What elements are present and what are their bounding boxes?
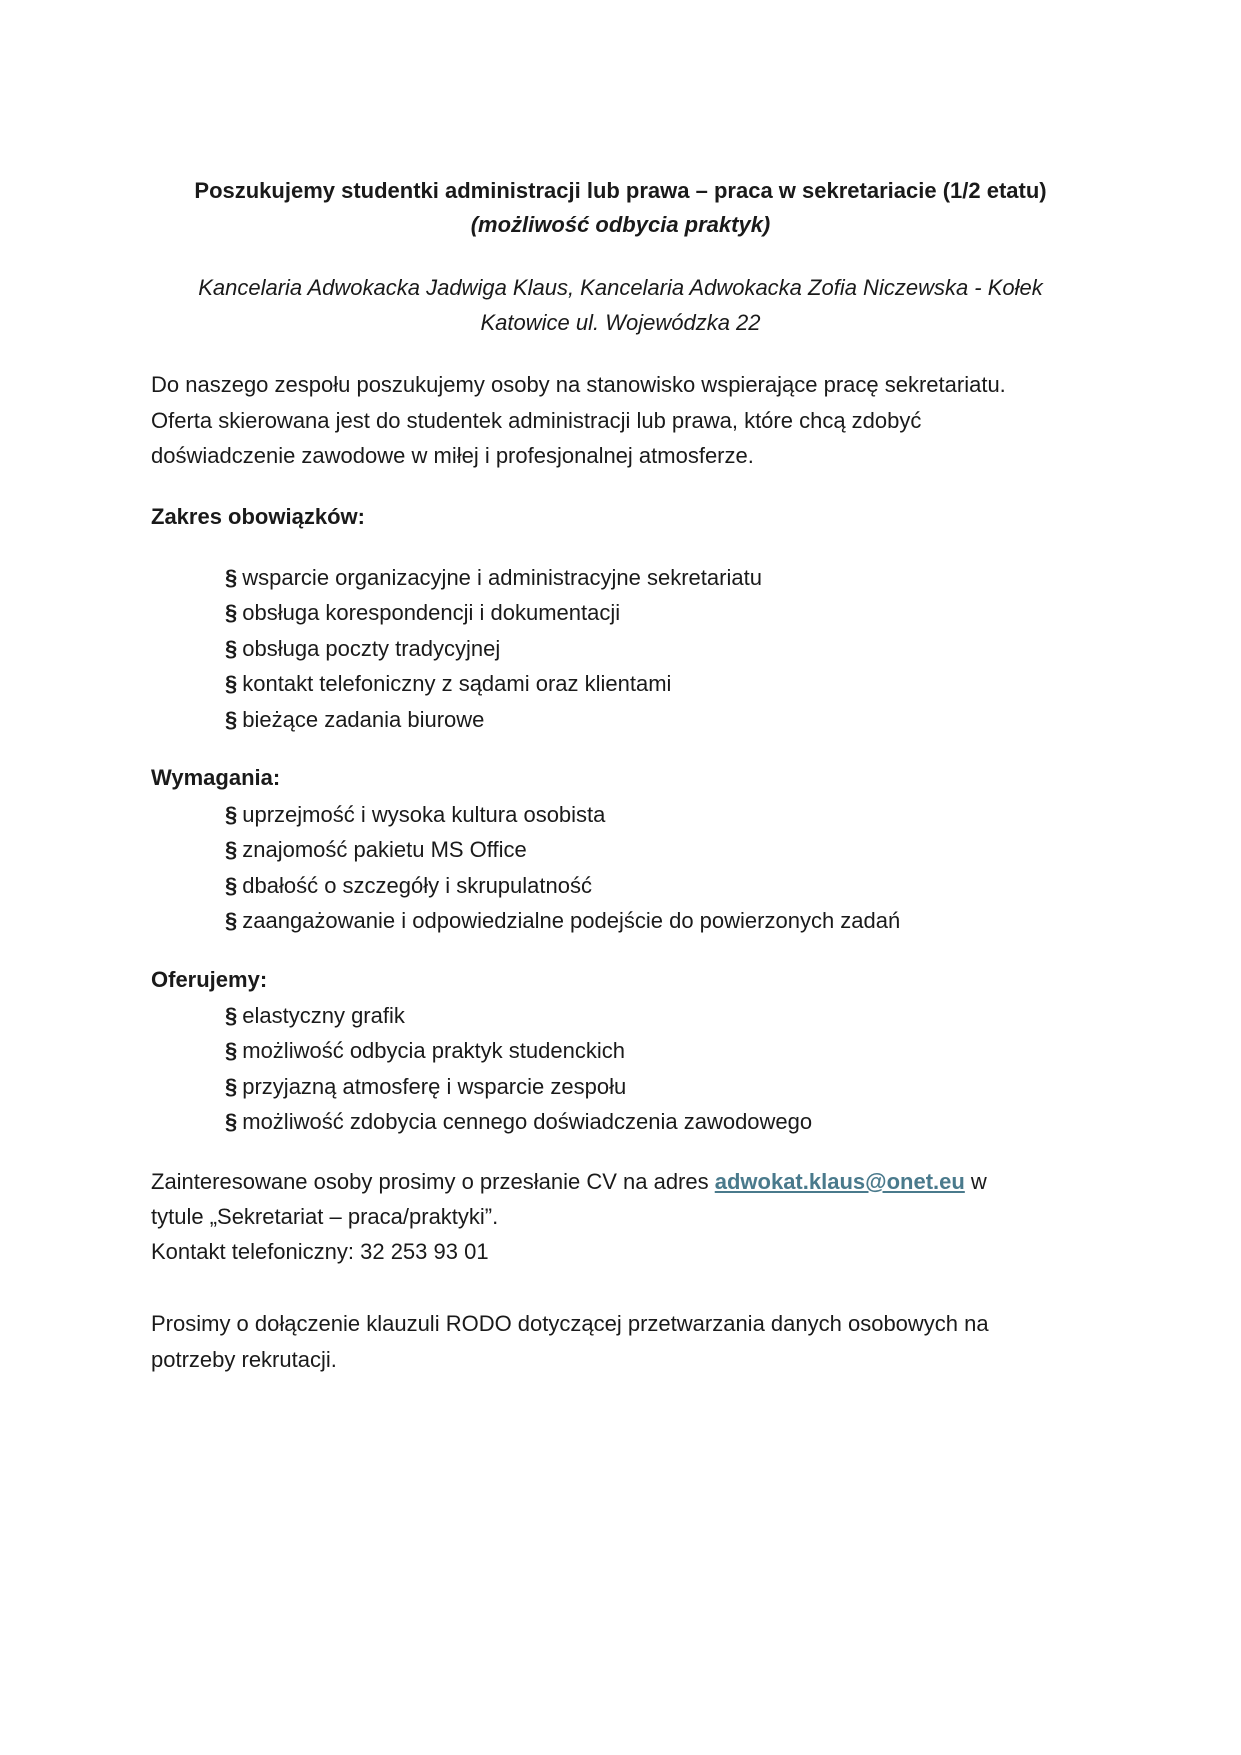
- duty-item: § obsługa poczty tradycyjnej: [225, 636, 501, 661]
- intro-line-1: Do naszego zespołu poszukujemy osoby na stanowisko wspierające pracę sekretariatu.: [151, 372, 1006, 397]
- offer-heading: Oferujemy:: [151, 967, 268, 992]
- offer-item: § przyjazną atmosferę i wsparcie zespołu: [225, 1074, 627, 1099]
- offer-item: § możliwość zdobycia cennego doświadczenia zawodowego: [225, 1109, 813, 1134]
- intro-line-3: doświadczenie zawodowe w miłej i profesjonalnej atmosferze.: [151, 443, 754, 468]
- requirement-item: § uprzejmość i wysoka kultura osobista: [225, 802, 606, 827]
- duty-item: § kontakt telefoniczny z sądami oraz klientami: [225, 671, 672, 696]
- firm-names: Kancelaria Adwokacka Jadwiga Klaus, Kancelaria Adwokacka Zofia Niczewska - Kołek: [198, 275, 1043, 300]
- requirements-heading: Wymagania:: [151, 765, 281, 790]
- duty-item: § wsparcie organizacyjne i administracyjne sekretariatu: [225, 565, 762, 590]
- section-sign-icon: §: [225, 802, 238, 827]
- section-sign-icon: §: [225, 1038, 238, 1063]
- section-sign-icon: §: [225, 1109, 238, 1134]
- section-sign-icon: §: [225, 565, 238, 590]
- section-sign-icon: §: [225, 837, 238, 862]
- section-sign-icon: §: [225, 707, 238, 732]
- page-subtitle: (możliwość odbycia praktyk): [470, 212, 771, 237]
- contact-line-1: Zainteresowane osoby prosimy o przesłanie CV na adres adwokat.klaus@onet.eu w: [151, 1169, 987, 1194]
- intro-line-2: Oferta skierowana jest do studentek administracji lub prawa, które chcą zdobyć: [151, 408, 922, 433]
- section-sign-icon: §: [225, 873, 238, 898]
- offer-item: § elastyczny grafik: [225, 1003, 405, 1028]
- rodo-line-2: potrzeby rekrutacji.: [151, 1347, 337, 1372]
- duty-item: § bieżące zadania biurowe: [225, 707, 485, 732]
- requirement-item: § zaangażowanie i odpowiedzialne podejście do powierzonych zadań: [225, 908, 901, 933]
- section-sign-icon: §: [225, 1074, 238, 1099]
- section-sign-icon: §: [225, 908, 238, 933]
- contact-line-2: tytule „Sekretariat – praca/praktyki”.: [151, 1204, 499, 1229]
- rodo-line-1: Prosimy o dołączenie klauzuli RODO dotyczącej przetwarzania danych osobowych na: [151, 1311, 989, 1336]
- firm-address: Katowice ul. Wojewódzka 22: [480, 310, 761, 335]
- section-sign-icon: §: [225, 600, 238, 625]
- offer-item: § możliwość odbycia praktyk studenckich: [225, 1038, 625, 1063]
- duty-item: § obsługa korespondencji i dokumentacji: [225, 600, 621, 625]
- section-sign-icon: §: [225, 636, 238, 661]
- section-sign-icon: §: [225, 671, 238, 696]
- contact-phone: Kontakt telefoniczny: 32 253 93 01: [151, 1239, 489, 1264]
- requirement-item: § dbałość o szczegóły i skrupulatność: [225, 873, 592, 898]
- email-link[interactable]: adwokat.klaus@onet.eu: [714, 1169, 965, 1194]
- page-title: Poszukujemy studentki administracji lub prawa – praca w sekretariacie (1/2 etatu): [194, 178, 1047, 203]
- requirement-item: § znajomość pakietu MS Office: [225, 837, 527, 862]
- section-sign-icon: §: [225, 1003, 238, 1028]
- duties-heading: Zakres obowiązków:: [151, 504, 365, 529]
